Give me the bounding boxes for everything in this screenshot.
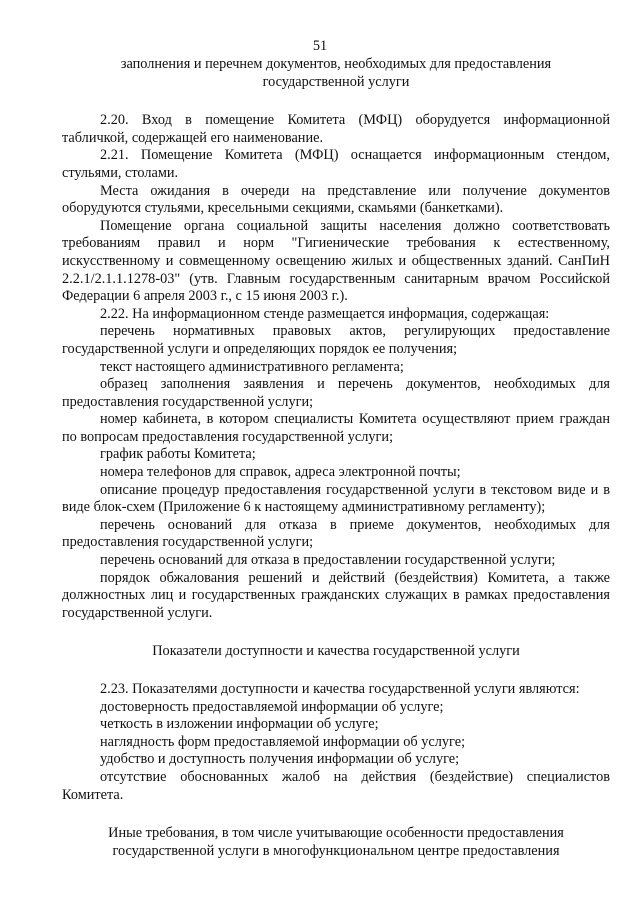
list-item-appeal-procedure: порядок обжалования решений и действий (бездействия) Комитета, а также должностных лиц и государственных гражданских служащих в рамках предоставления государственной услуги. xyxy=(62,569,610,621)
section-title: Показатели доступности и качества государственной услуги xyxy=(152,643,520,660)
page-number: 51 xyxy=(312,38,328,54)
paragraph-sanpin: Помещение органа социальной защиты населения должно соответствовать требованиям правил и норм "Гигиенические требования к естественному, искусственному и совмещенному освещению жилых и общественных зданий. СанПиН 2.2.1/2.1.1.1278-03" (утв. Главным государственным санитарным врачом Российской Федерации 6 апреля 2003 г., с 15 июня 2003 г.). xyxy=(62,217,610,305)
header-line-1: заполнения и перечнем документов, необходимых для предоставления xyxy=(120,56,552,72)
list-item-work-schedule: график работы Комитета; xyxy=(100,446,256,463)
list-item-reliability: достоверность предоставляемой информации об услуге; xyxy=(100,698,444,715)
list-item-convenience: удобство и доступность получения информации об услуге; xyxy=(100,751,460,768)
list-item-clarity: четкость в изложении информации об услуге; xyxy=(100,716,379,733)
list-item-normative-acts: перечень нормативных правовых актов, регулирующих предоставление государственной услуги и определяющих порядок ее получения; xyxy=(62,323,610,357)
footer-heading-line-2: государственной услуги в многофункциональном центре предоставления xyxy=(112,842,560,859)
list-item-refusal-acceptance: перечень оснований для отказа в приеме документов, необходимых для предоставления государственной услуги; xyxy=(62,516,610,551)
list-item-visibility: наглядность форм предоставляемой информации об услуге; xyxy=(100,733,466,750)
list-item-office-number: номер кабинета, в котором специалисты Комитета осуществляют прием граждан по вопросам предоставления государственной услуги; xyxy=(62,411,610,445)
footer-heading-line-1: Иные требования, в том числе учитывающие особенности предоставления xyxy=(108,825,564,842)
paragraph-2-22: 2.22. На информационном стенде размещается информация, содержащая: xyxy=(100,305,550,322)
paragraph-waiting-area: Места ожидания в очереди на представление или получение документов оборудуются стульями, кресельными секциями, скамьями (банкетками). xyxy=(62,182,610,217)
list-item-phones: номера телефонов для справок, адреса электронной почты; xyxy=(100,464,461,481)
list-item-refusal-service: перечень оснований для отказа в предоставлении государственной услуги; xyxy=(100,552,556,569)
paragraph-2-23: 2.23. Показателями доступности и качества государственной услуги являются: xyxy=(100,681,580,697)
paragraph-2-20: 2.20. Вход в помещение Комитета (МФЦ) оборудуется информационной табличкой, содержащей его наименование. xyxy=(62,112,610,146)
header-line-2: государственной услуги xyxy=(262,73,410,90)
list-item-procedures: описание процедур предоставления государственной услуги в текстовом виде и в виде блок-схем (Приложение 6 к настоящему административному регламенту); xyxy=(62,481,610,516)
list-item-regulation-text: текст настоящего административного регламента; xyxy=(100,358,404,375)
list-item-no-complaints: отсутствие обоснованных жалоб на действия (бездействие) специалистов Комитета. xyxy=(62,768,610,803)
page-content xyxy=(62,56,610,860)
list-item-application-sample: образец заполнения заявления и перечень документов, необходимых для предоставления государственной услуги; xyxy=(62,376,610,410)
paragraph-2-21: 2.21. Помещение Комитета (МФЦ) оснащается информационным стендом, стульями, столами. xyxy=(62,147,610,181)
